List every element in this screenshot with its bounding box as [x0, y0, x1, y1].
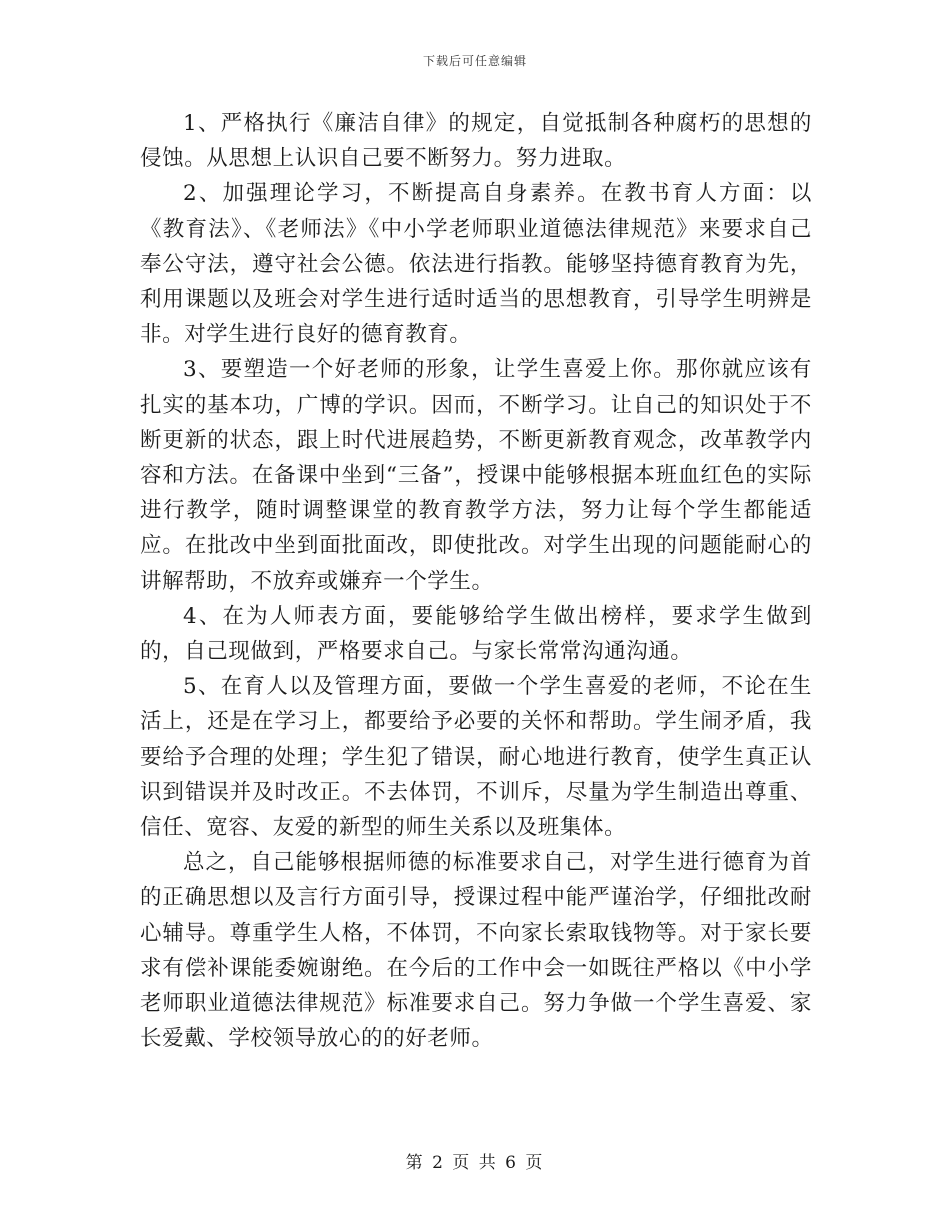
page-number-footer: 第 2 页 共 6 页 — [405, 1153, 545, 1173]
paragraph-2: 2、加强理论学习，不断提高自身素养。在教书育人方面：以《教育法》、《老师法》《中小学老师职业道德法律规范》来要求自己奉公守法，遵守社会公德。依法进行指教。能够坚持德育教育为先，利用课题以及班会对学生进行适时适当的思想教育，引导学生明辨是非。对学生进行良好的德育教育。 — [140, 181, 812, 348]
paragraph-summary: 总之，自己能够根据师德的标准要求自己，对学生进行德育为首的正确思想以及言行方面引导，授课过程中能严谨治学，仔细批改耐心辅导。尊重学生人格，不体罚，不向家长索取钱物等。对于家长要求有偿补课能委婉谢绝。在今后的工作中会一如既往严格以《中小学老师职业道德法律规范》标准要求自己。努力争做一个学生喜爱、家长爱戴、学校领导放心的的好老师。 — [140, 850, 812, 1052]
paragraph-4: 4、在为人师表方面，要能够给学生做出榜样，要求学生做到的，自己现做到，严格要求自己。与家长常常沟通沟通。 — [140, 603, 812, 665]
page-header: 下载后可任意编辑 — [422, 54, 527, 68]
document-body — [140, 106, 812, 1056]
paragraph-3: 3、要塑造一个好老师的形象，让学生喜爱上你。那你就应该有扎实的基本功，广博的学识。因而，不断学习。让自己的知识处于不断更新的状态，跟上时代进展趋势，不断更新教育观念，改革教学内容和方法。在备课中坐到“三备”，授课中能够根据本班血红色的实际进行教学，随时调整课堂的教育教学方法，努力让每个学生都能适应。在批改中坐到面批面改，即使批改。对学生出现的问题能耐心的讲解帮助，不放弃或嫌弃一个学生。 — [140, 357, 812, 594]
paragraph-1: 1、严格执行《廉洁自律》的规定，自觉抵制各种腐朽的思想的侵蚀。从思想上认识自己要不断努力。努力进取。 — [140, 111, 812, 172]
paragraph-5: 5、在育人以及管理方面，要做一个学生喜爱的老师，不论在生活上，还是在学习上，都要给予必要的关怀和帮助。学生闹矛盾，我要给予合理的处理；学生犯了错误，耐心地进行教育，使学生真正认识到错误并及时改正。不去体罚，不训斥，尽量为学生制造出尊重、信任、宽容、友爱的新型的师生关系以及班集体。 — [140, 674, 812, 841]
